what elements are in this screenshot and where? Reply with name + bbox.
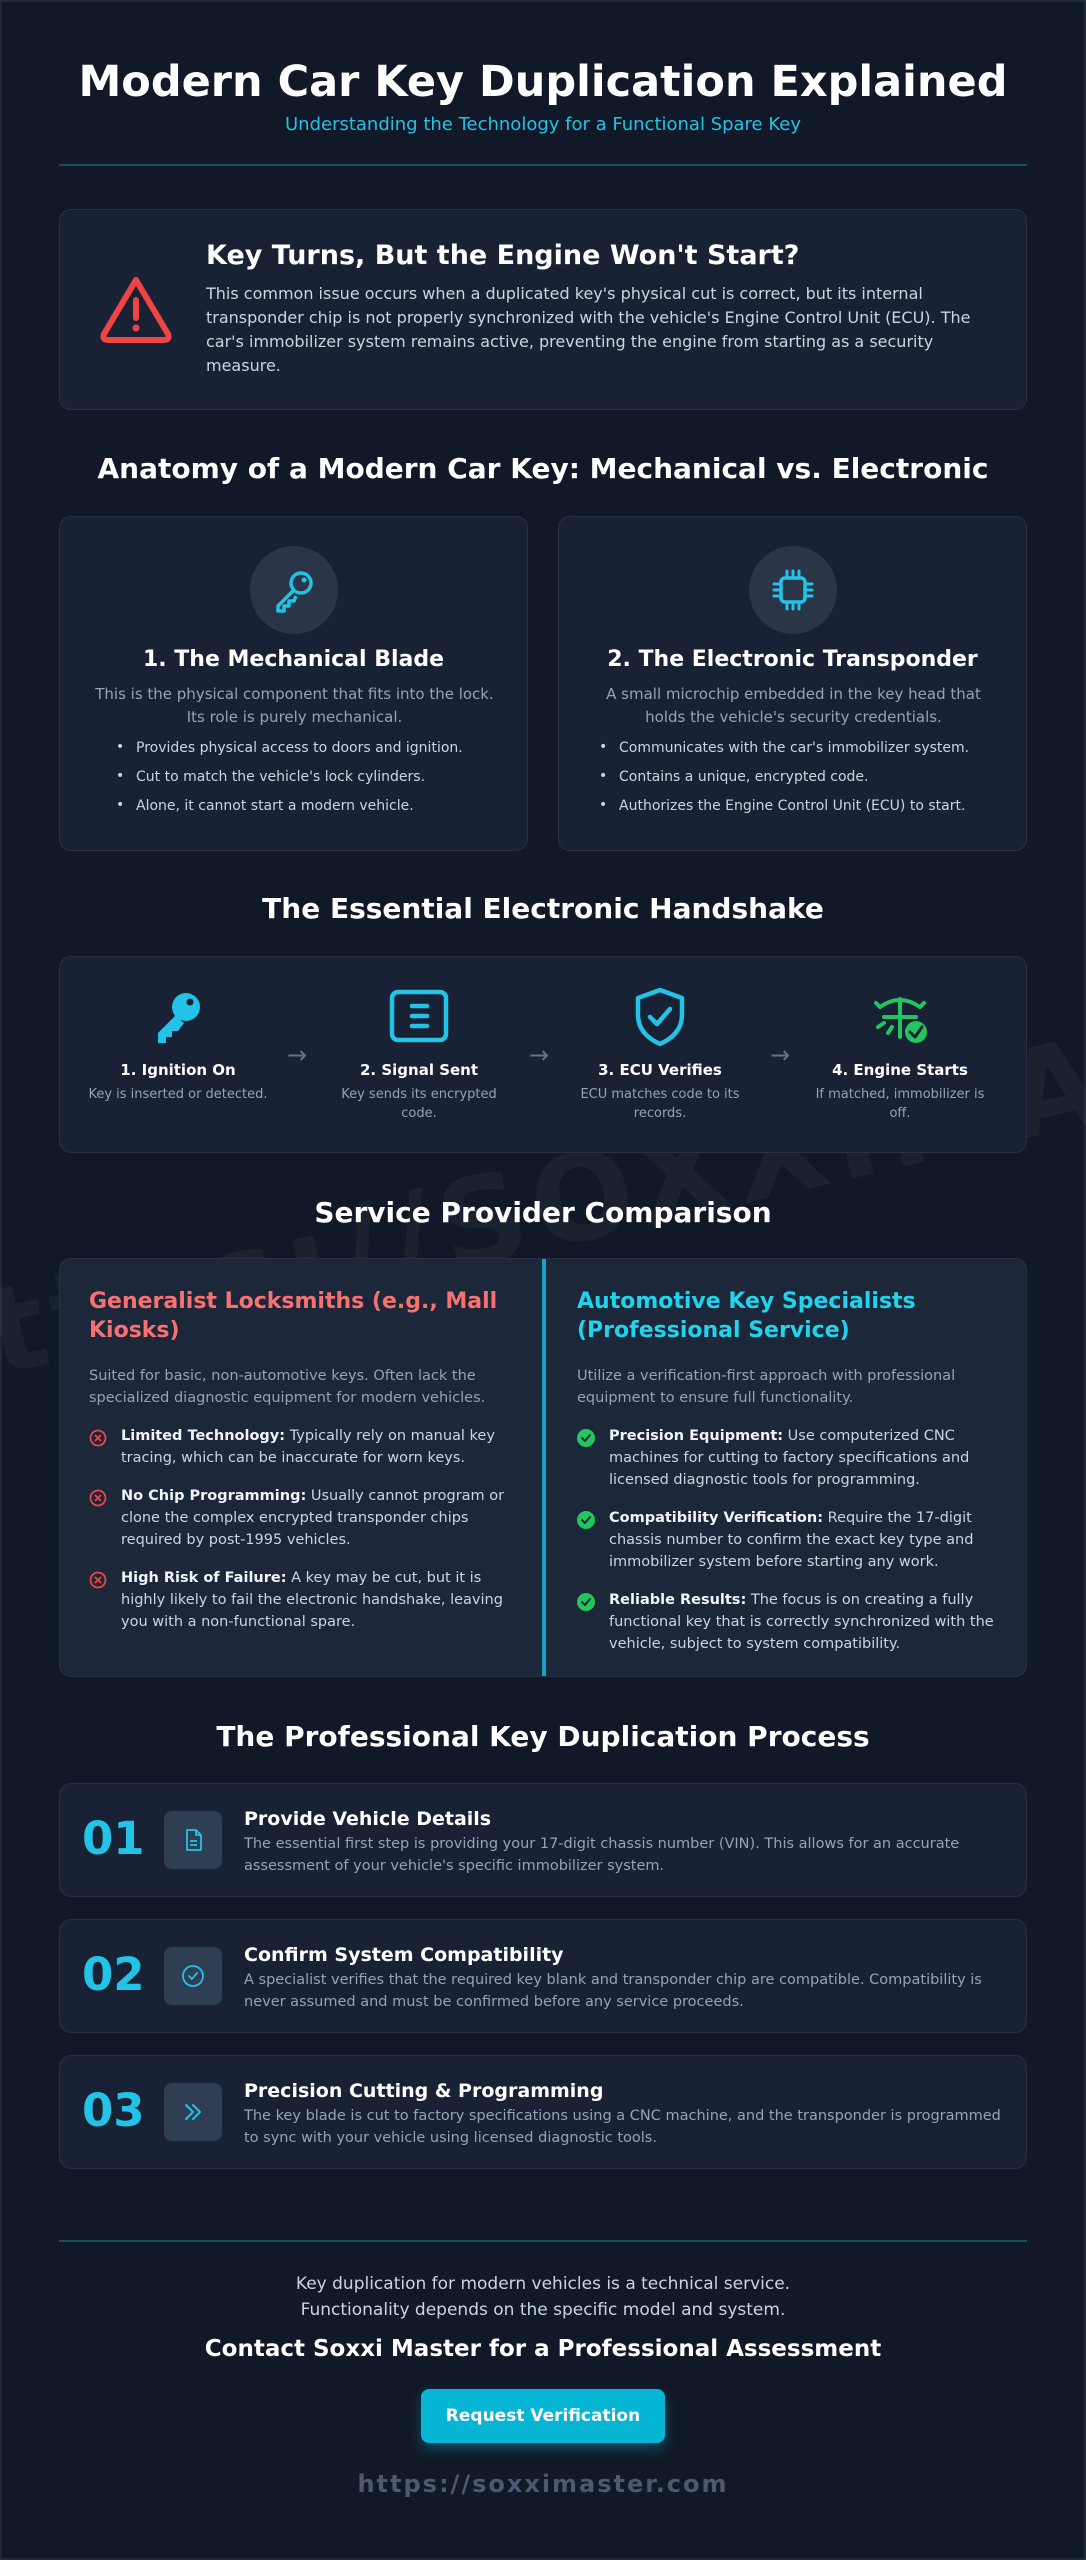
check-circle-icon-box — [164, 1947, 222, 2005]
step-title: 2. Signal Sent — [359, 1061, 479, 1079]
list-item: • Alone, it cannot start a modern vehicle. — [116, 798, 463, 827]
alert-card — [59, 209, 1027, 410]
step-number: 03 — [82, 2084, 145, 2137]
page-header — [59, 52, 1027, 135]
list-item — [89, 1425, 509, 1469]
key-icon — [270, 566, 318, 614]
item-text: The focus is on creating a fully functional key that is correctly synchronized with the vehicle, subject to system compatibility. — [609, 1592, 994, 1652]
key-solid-icon — [148, 987, 208, 1047]
mechanical-blade-list — [116, 740, 463, 827]
arrow-right-icon: → — [770, 1041, 791, 1069]
list-item: • Provides physical access to doors and ignition. — [116, 740, 463, 769]
mechanical-blade-desc: This is the physical component that fits into the lock. Its role is purely mechanical. — [95, 685, 494, 726]
step-title: 3. ECU Verifies — [598, 1061, 722, 1079]
list-item — [577, 1507, 997, 1573]
signal-list-icon — [389, 987, 449, 1047]
process-title: The Professional Key Duplication Process — [216, 1720, 870, 1753]
step-title: Precision Cutting & Programming — [244, 2080, 604, 2102]
site-url-link[interactable]: https://soxximaster.com — [357, 2470, 729, 2498]
item-text: Use computerized CNC machines for cutting to factory specifications and licensed diagnostic tools for programming. — [609, 1428, 970, 1488]
alert-body: This common issue occurs when a duplicated key's physical cut is correct, but its internal transponder chip is not properly synchronized with the vehicle's Engine Control Unit (ECU). The car's immobilizer system remains active, preventing the engine from starting as a security measure. — [206, 284, 971, 375]
step-title: 1. Ignition On — [120, 1061, 236, 1079]
handshake-step — [83, 987, 273, 1104]
chip-icon — [769, 566, 817, 614]
step-desc: Key sends its encrypted code. — [341, 1087, 497, 1121]
engine-check-icon — [870, 987, 930, 1047]
transponder-list — [599, 740, 969, 827]
step-number: 02 — [82, 1948, 145, 2001]
page-subtitle: Understanding the Technology for a Functional Spare Key — [284, 114, 801, 135]
page-title: Modern Car Key Duplication Explained — [78, 57, 1008, 107]
shield-check-icon — [630, 987, 690, 1047]
step-desc: The essential first step is providing your 17-digit chassis number (VIN). This allows for an accurate assessment of your vehicle's specific immobilizer system. — [244, 1836, 960, 1874]
alert-title: Key Turns, But the Engine Won't Start? — [206, 240, 800, 271]
step-desc: The key blade is cut to factory specifications using a CNC machine, and the transponder is programmed to sync with your vehicle using licensed diagnostic tools. — [244, 2108, 1001, 2146]
footer-line-2: Functionality depends on the specific model and system. — [300, 2300, 786, 2320]
divider — [59, 2240, 1027, 2242]
process-step — [59, 1783, 1027, 1897]
step-title: 4. Engine Starts — [832, 1061, 968, 1079]
divider — [59, 164, 1027, 166]
step-title: Confirm System Compatibility — [244, 1944, 564, 1966]
list-item — [89, 1485, 509, 1551]
list-item: • Communicates with the car's immobilizer system. — [599, 740, 969, 769]
process-step — [59, 2055, 1027, 2169]
step-desc: ECU matches code to its records. — [580, 1087, 740, 1121]
step-desc: Key is inserted or detected. — [88, 1087, 268, 1102]
list-item — [577, 1425, 997, 1491]
list-item: • Authorizes the Engine Control Unit (ECU) to start. — [599, 798, 969, 827]
list-item — [89, 1567, 509, 1633]
mechanical-blade-card — [59, 516, 528, 851]
item-bold: High Risk of Failure: — [121, 1570, 287, 1586]
generalist-column — [89, 1287, 509, 1633]
item-text: A key may be cut, but it is highly likely to fail the electronic handshake, leaving you with a non-functional spare. — [121, 1570, 503, 1630]
step-desc: If matched, immobilizer is off. — [815, 1087, 985, 1121]
item-text: Require the 17-digit chassis number to confirm the exact key type and immobilizer system before starting any work. — [609, 1510, 974, 1570]
key-icon-circle — [250, 546, 338, 634]
list-item: • Cut to match the vehicle's lock cylinders. — [116, 769, 463, 798]
handshake-step — [324, 987, 514, 1123]
item-bold: No Chip Programming: — [121, 1488, 307, 1504]
generalist-lead: Suited for basic, non-automotive keys. Often lack the specialized diagnostic equipment for modern vehicles. — [89, 1368, 486, 1406]
mechanical-blade-title: 1. The Mechanical Blade — [142, 647, 445, 672]
item-bold: Precision Equipment: — [609, 1428, 784, 1444]
chip-icon-circle — [749, 546, 837, 634]
specialist-title: Automotive Key Specialists (Professional Service) — [577, 1289, 916, 1343]
item-text: Usually cannot program or clone the complex encrypted transponder chips required by post-1995 vehicles. — [121, 1488, 505, 1548]
x-circle-icon — [89, 1489, 107, 1507]
check-circle-icon — [577, 1511, 595, 1529]
comparison-card — [59, 1258, 1027, 1677]
anatomy-title: Anatomy of a Modern Car Key: Mechanical vs. Electronic — [97, 452, 989, 485]
check-circle-icon — [577, 1593, 595, 1611]
arrow-right-icon: → — [287, 1041, 308, 1069]
chevrons-right-icon-box — [164, 2083, 222, 2141]
cta-heading: Contact Soxxi Master for a Professional Assessment — [204, 2336, 882, 2362]
request-verification-button[interactable]: Request Verification — [421, 2389, 665, 2443]
list-item — [577, 1589, 997, 1655]
handshake-step — [805, 987, 995, 1123]
handshake-step — [565, 987, 755, 1123]
transponder-title: 2. The Electronic Transponder — [607, 647, 978, 672]
comparison-divider — [542, 1259, 546, 1676]
step-title: Provide Vehicle Details — [244, 1808, 492, 1830]
x-circle-icon — [89, 1571, 107, 1589]
specialist-column — [577, 1287, 997, 1655]
step-number: 01 — [82, 1812, 145, 1865]
generalist-title: Generalist Locksmiths (e.g., Mall Kiosks) — [89, 1289, 498, 1343]
item-bold: Limited Technology: — [121, 1428, 286, 1444]
item-bold: Compatibility Verification: — [609, 1510, 823, 1526]
item-text: Typically rely on manual key tracing, which can be inaccurate for worn keys. — [121, 1428, 495, 1466]
warning-triangle-icon — [96, 270, 176, 350]
x-circle-icon — [89, 1429, 107, 1447]
check-circle-icon — [181, 1964, 205, 1988]
specialist-lead: Utilize a verification-first approach with professional equipment to ensure full functionality. — [577, 1368, 956, 1406]
chevrons-right-icon — [181, 2100, 205, 2124]
arrow-right-icon: → — [529, 1041, 550, 1069]
check-circle-icon — [577, 1429, 595, 1447]
transponder-card — [558, 516, 1027, 851]
handshake-card — [59, 956, 1027, 1153]
step-desc: A specialist verifies that the required key blank and transponder chip are compatible. Compatibility is never assumed and must be confirmed before any service proceeds. — [244, 1972, 982, 2010]
comparison-title: Service Provider Comparison — [314, 1196, 772, 1229]
footer-line-1: Key duplication for modern vehicles is a technical service. — [295, 2274, 791, 2294]
item-bold: Reliable Results: — [609, 1592, 747, 1608]
transponder-desc: A small microchip embedded in the key head that holds the vehicle's security credentials. — [606, 685, 981, 726]
document-icon-box — [164, 1811, 222, 1869]
process-step — [59, 1919, 1027, 2033]
handshake-title: The Essential Electronic Handshake — [262, 892, 824, 925]
document-icon — [181, 1828, 205, 1852]
list-item: • Contains a unique, encrypted code. — [599, 769, 969, 798]
